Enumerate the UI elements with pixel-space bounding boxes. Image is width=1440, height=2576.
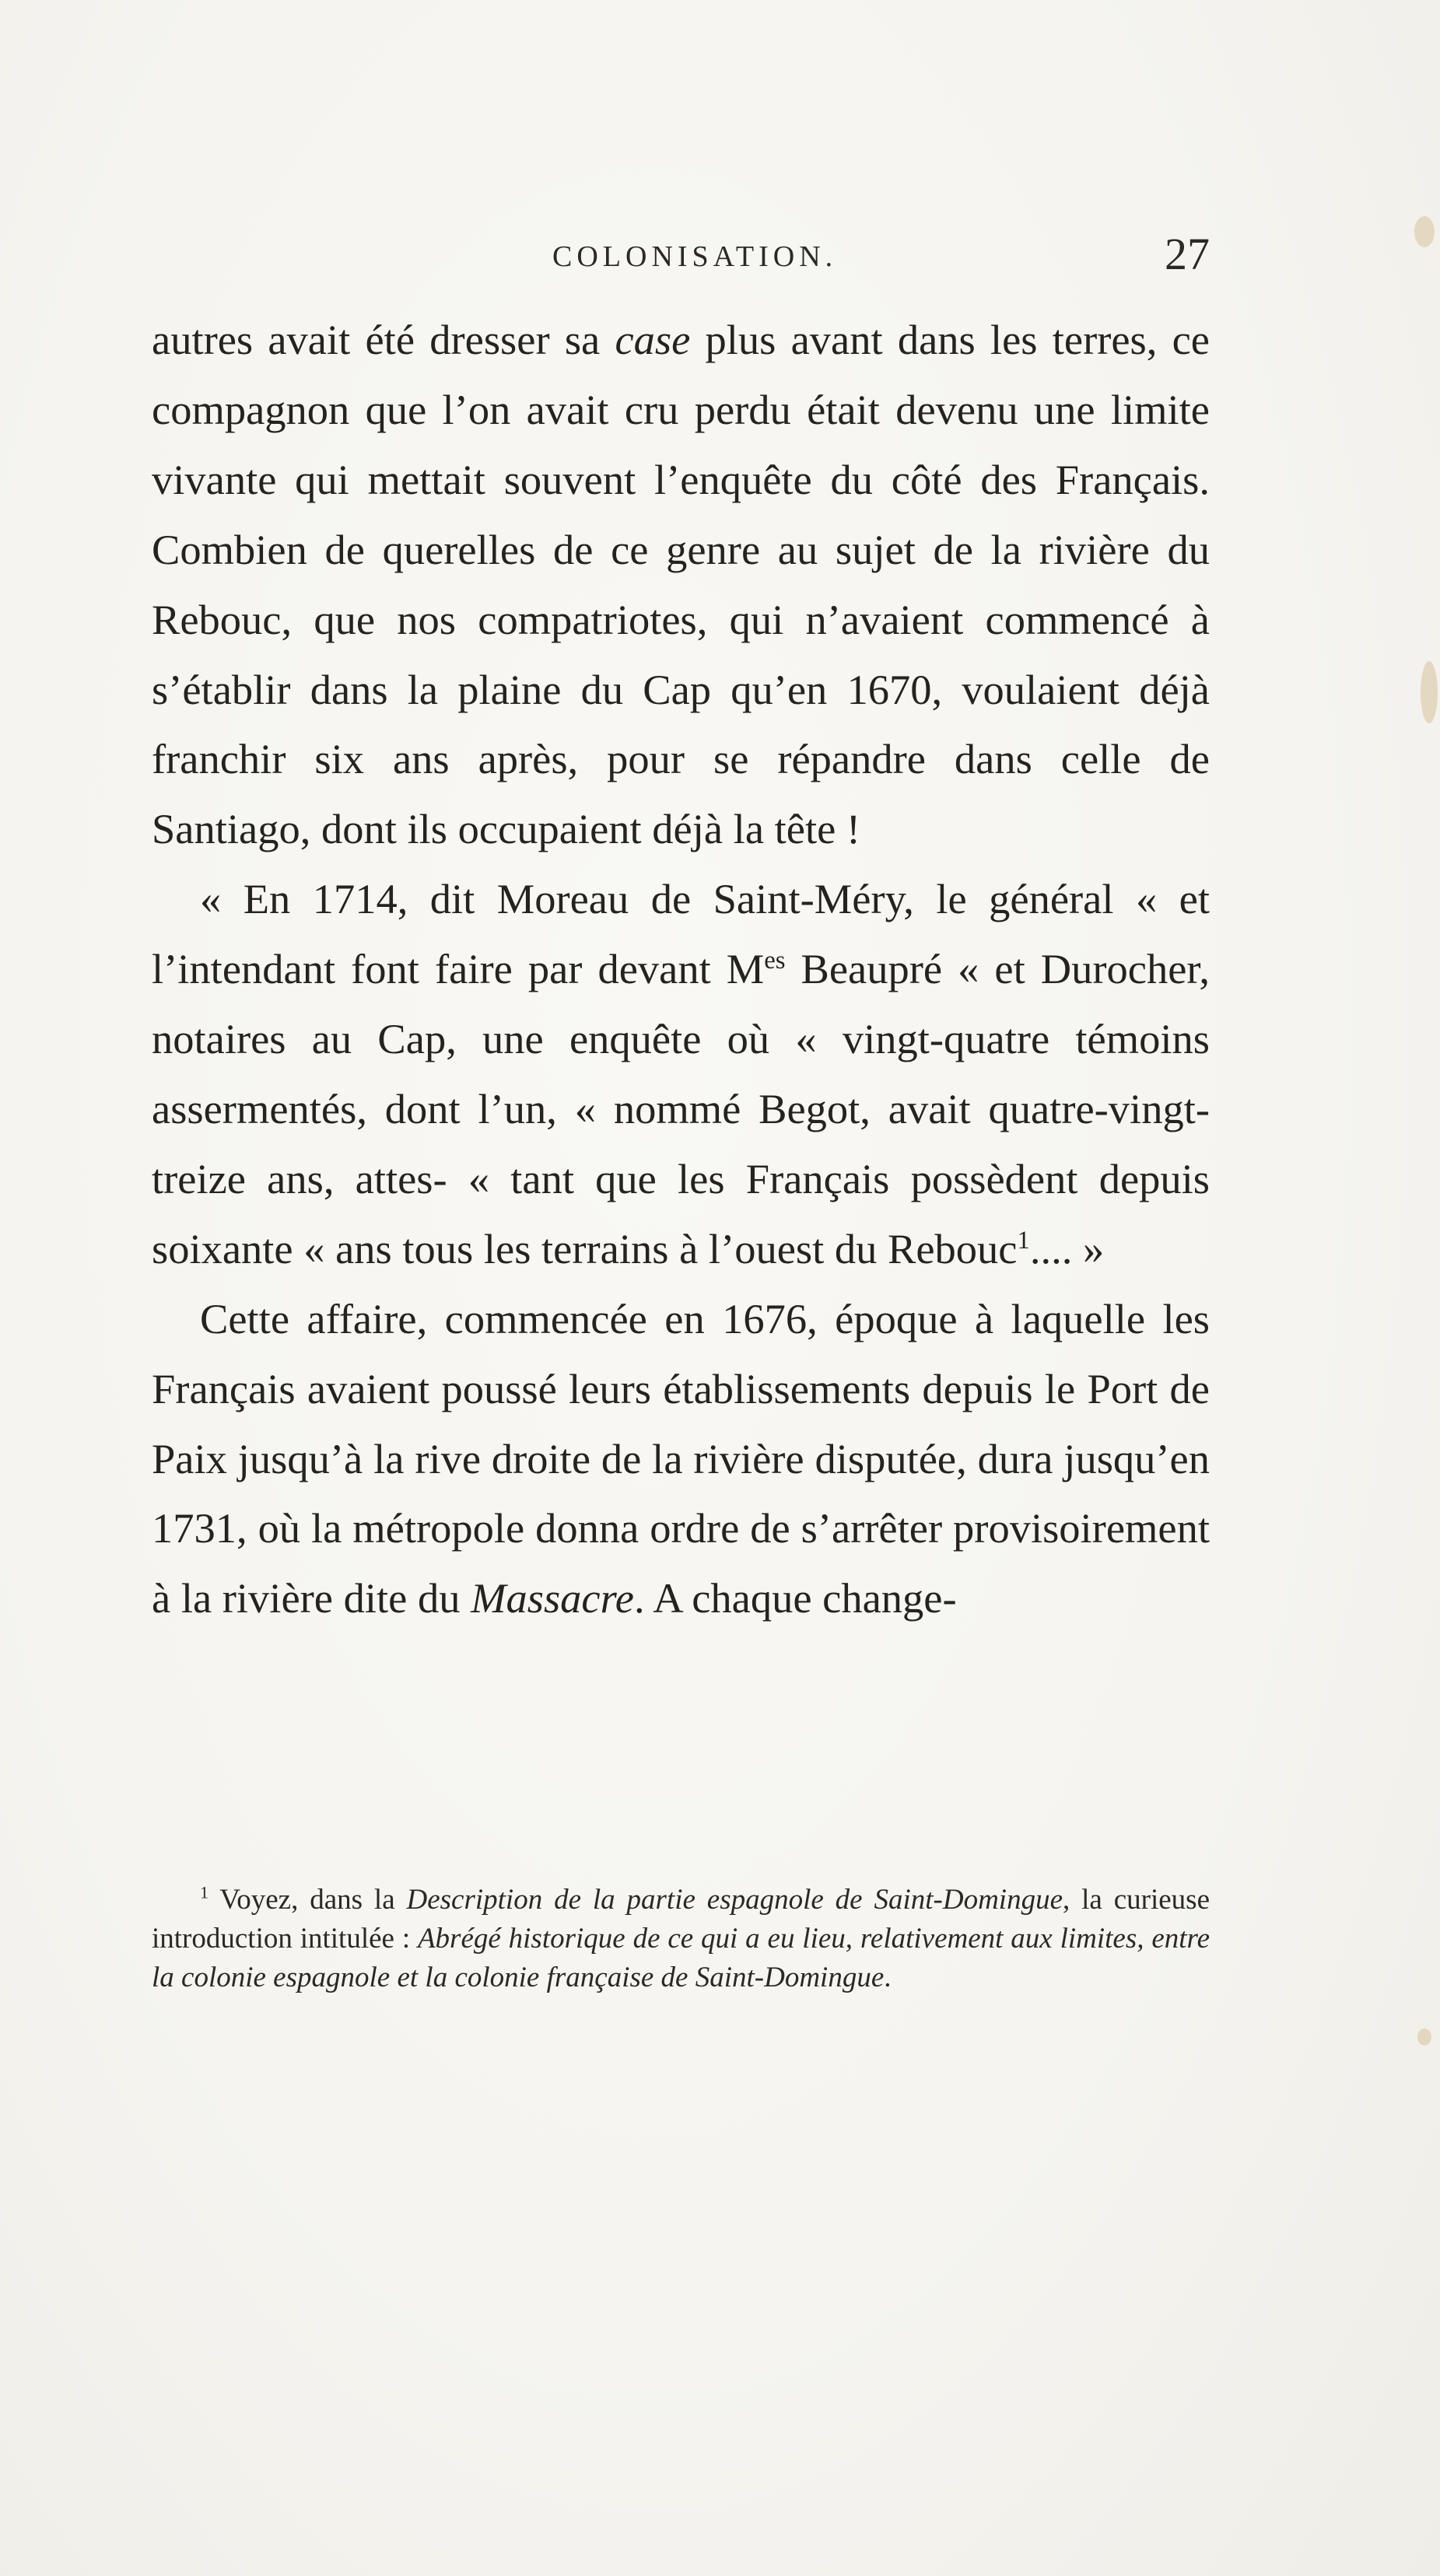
footnote-reference: 1 [1017, 1226, 1030, 1255]
text-run: Voyez, dans la [208, 1884, 407, 1916]
italic-title: Description de la partie espagnole de Saint-Domingue [406, 1884, 1063, 1916]
italic-term: case [615, 316, 691, 363]
text-run: « En 1714, dit Moreau de Saint-Méry, le général « et l’intendant font faire par devant M [152, 875, 1210, 993]
paragraph-2-quotation [152, 864, 1210, 1283]
superscript-abbrev: es [764, 947, 786, 975]
italic-title: Abrégé historique de ce qui a eu lieu, relativement aux limites, entre la colonie espagnole et la colonie française de Saint-Domingue [152, 1923, 1210, 1993]
footnote-1 [152, 1881, 1210, 1997]
footnote-marker: 1 [200, 1882, 209, 1902]
italic-place-name: Massacre [471, 1574, 634, 1622]
text-run: Cette affaire, commencée en 1676, époque à laquelle les Français avaient poussé leurs établissements depuis le Port de Paix jusqu’à la rive droite de la rivière disputée, dura jusqu’en 1731, où la métropole donna ordre de s’arrêter provisoirement à la rivière dite du [152, 1294, 1210, 1622]
foxing-stain [1421, 661, 1438, 723]
text-run: Beaupré « et Durocher, notaires au Cap, une enquête où « vingt-quatre témoins assermentés, dont l’un, « nommé Begot, avait quatre-vingt-treize ans, attes- « tant que les Français possèdent depuis soixante « ans tous les terrains à l’ouest du Rebouc [152, 945, 1210, 1272]
foxing-stain [1414, 216, 1435, 247]
page-number: 27 [1165, 229, 1210, 279]
text-run: autres avait été dresser sa [152, 316, 615, 363]
main-text [152, 305, 1210, 1633]
running-title: COLONISATION. [552, 240, 838, 273]
footnotes [152, 1881, 1210, 1997]
paragraph-1 [152, 305, 1210, 864]
page-header [152, 224, 1210, 294]
text-run: . [884, 1962, 892, 1993]
foxing-stain [1417, 2028, 1431, 2046]
text-run: plus avant dans les terres, ce compagnon que l’on avait cru perdu était devenu une limite vivante qui mettait souvent l’enquête du côté des Français. Combien de querelles de ce genre au sujet de la rivière du Rebouc, que nos compatriotes, qui n’avaient commencé à s’établir dans la plaine du Cap qu’en 1670, voulaient déjà franchir six ans après, pour se répandre dans celle de Santiago, dont ils occupaient déjà la tête ! [152, 316, 1210, 853]
paragraph-3 [152, 1284, 1210, 1634]
text-run: .... » [1029, 1224, 1105, 1272]
text-run: . A chaque change- [633, 1574, 957, 1622]
text-run: , la curieuse introduction intitulée : [152, 1884, 1210, 1955]
